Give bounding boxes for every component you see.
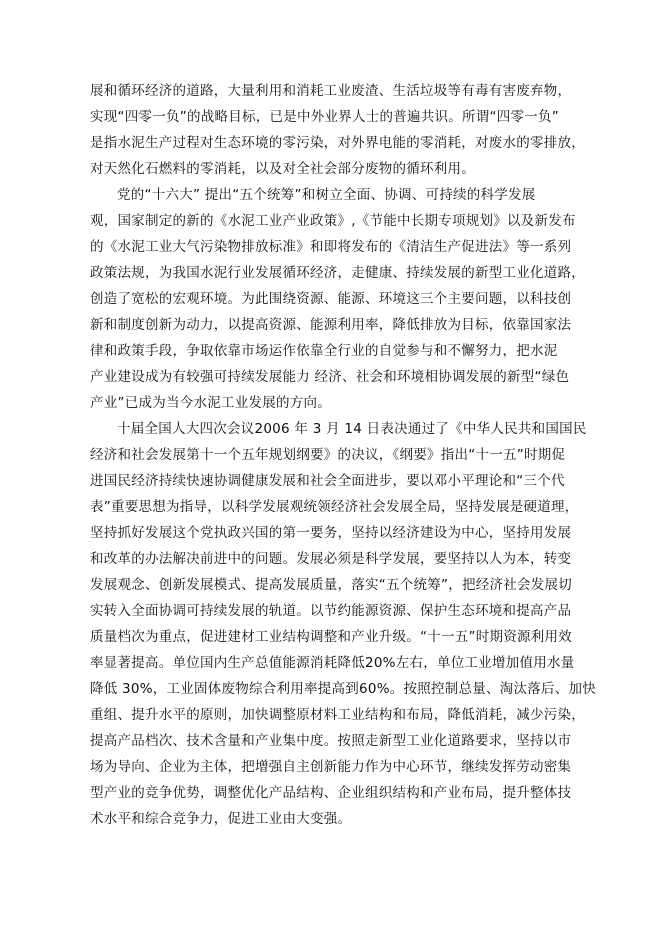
paragraph-1-line-1: 展和循环经济的道路，大量利用和消耗工业废渣、生活垃圾等有毒有害废弃物， (90, 83, 572, 99)
paragraph-2-line-3: 的《水泥工业大气污染物排放标准》和即将发布的《清洁生产促进法》等一系列 (90, 239, 572, 255)
paragraph-3-line-8: 实转入全面协调可持续发展的轨道。以节约能源资源、保护生态环境和提高产品 (90, 603, 572, 619)
paragraph-2-line-1: 党的“十六大” 提出“五个统筹”和树立全面、协调、可持续的科学发展 (117, 187, 536, 203)
paragraph-3-line-11: 降低 30%，工业固体废物综合利用率提高到60%。按照控制总量、淘汰落后、加快 (90, 681, 597, 697)
paragraph-1-line-4: 对天然化石燃料的零消耗，以及对全社会部分废物的循环利用。 (90, 161, 475, 177)
paragraph-3-line-5: 坚持抓好发展这个党执政兴国的第一要务，坚持以经济建设为中心，坚持用发展 (90, 525, 572, 541)
paragraph-1-line-3: 是指水泥生产过程对生态环境的零污染，对外界电能的零消耗，对废水的零排放， (90, 135, 585, 151)
paragraph-2-line-9: 产业”已成为当今水泥工业发展的方向。 (90, 395, 331, 411)
paragraph-3-line-3: 进国民经济持续快速协调健康发展和社会全面进步，要以邓小平理论和“三个代 (90, 473, 565, 489)
paragraph-3-line-9: 质量档次为重点，促进建材工业结构调整和产业升级。“十一五”时期资源利用效 (90, 629, 572, 645)
paragraph-2-line-8: 产业建设成为有较强可持续发展能力 经济、社会和环境相协调发展的新型“绿色 (90, 369, 570, 385)
paragraph-3-line-15: 型产业的竞争优势，调整优化产品结构、企业组织结构和产业布局，提升整体技 (90, 785, 572, 801)
paragraph-3-line-10: 率显著提高。单位国内生产总值能源消耗降低20%左右，单位工业增加值用水量 (90, 655, 575, 671)
paragraph-3-line-13: 提高产品档次、技术含量和产业集中度。按照走新型工业化道路要求，坚持以市 (90, 733, 572, 749)
paragraph-3-line-4: 表”重要思想为指导，以科学发展观统领经济社会发展全局，坚持发展是硬道理， (90, 499, 579, 515)
paragraph-2-line-5: 创造了宽松的宏观环境。为此围绕资源、能源、环境这三个主要问题，以科技创 (90, 291, 572, 307)
paragraph-2-line-7: 律和政策手段，争取依靠市场运作依靠全行业的自觉参与和不懈努力，把水泥 (90, 343, 558, 359)
paragraph-3-line-2: 经济和社会发展第十一个五年规划纲要》的决议，《纲要》指出“十一五”时期促 (90, 447, 566, 463)
paragraph-2-line-4: 政策法规，为我国水泥行业发展循环经济，走健康、持续发展的新型工业化道路， (90, 265, 585, 281)
paragraph-1-line-2: 实现“四零一负”的战略目标，已是中外业界人士的普遍共识。所谓“四零一负” (90, 109, 559, 125)
paragraph-3-line-1: 十届全国人大四次会议2006 年 3 月 14 日表决通过了《中华人民共和国国民 (117, 421, 587, 437)
paragraph-3-line-14: 场为导向、企业为主体，把增强自主创新能力作为中心环节，继续发挥劳动密集 (90, 759, 572, 775)
paragraph-3-line-16: 术水平和综合竞争力，促进工业由大变强。 (90, 811, 352, 827)
paragraph-3-line-7: 发展观念、创新发展模式、提高发展质量，落实“五个统筹”，把经济社会发展切 (90, 577, 572, 593)
paragraph-2-line-2: 观，国家制定的新的《水泥工业产业政策》,《节能中长期专项规划》以及新发布 (90, 213, 576, 229)
paragraph-3-line-12: 重组、提升水平的原则，加快调整原材料工业结构和布局，降低消耗，减少污染， (90, 707, 585, 723)
paragraph-2-line-6: 新和制度创新为动力，以提高资源、能源利用率，降低排放为目标，依靠国家法 (90, 317, 572, 333)
paragraph-3-line-6: 和改革的办法解决前进中的问题。发展必须是科学发展，要坚持以人为本，转变 (90, 551, 572, 567)
